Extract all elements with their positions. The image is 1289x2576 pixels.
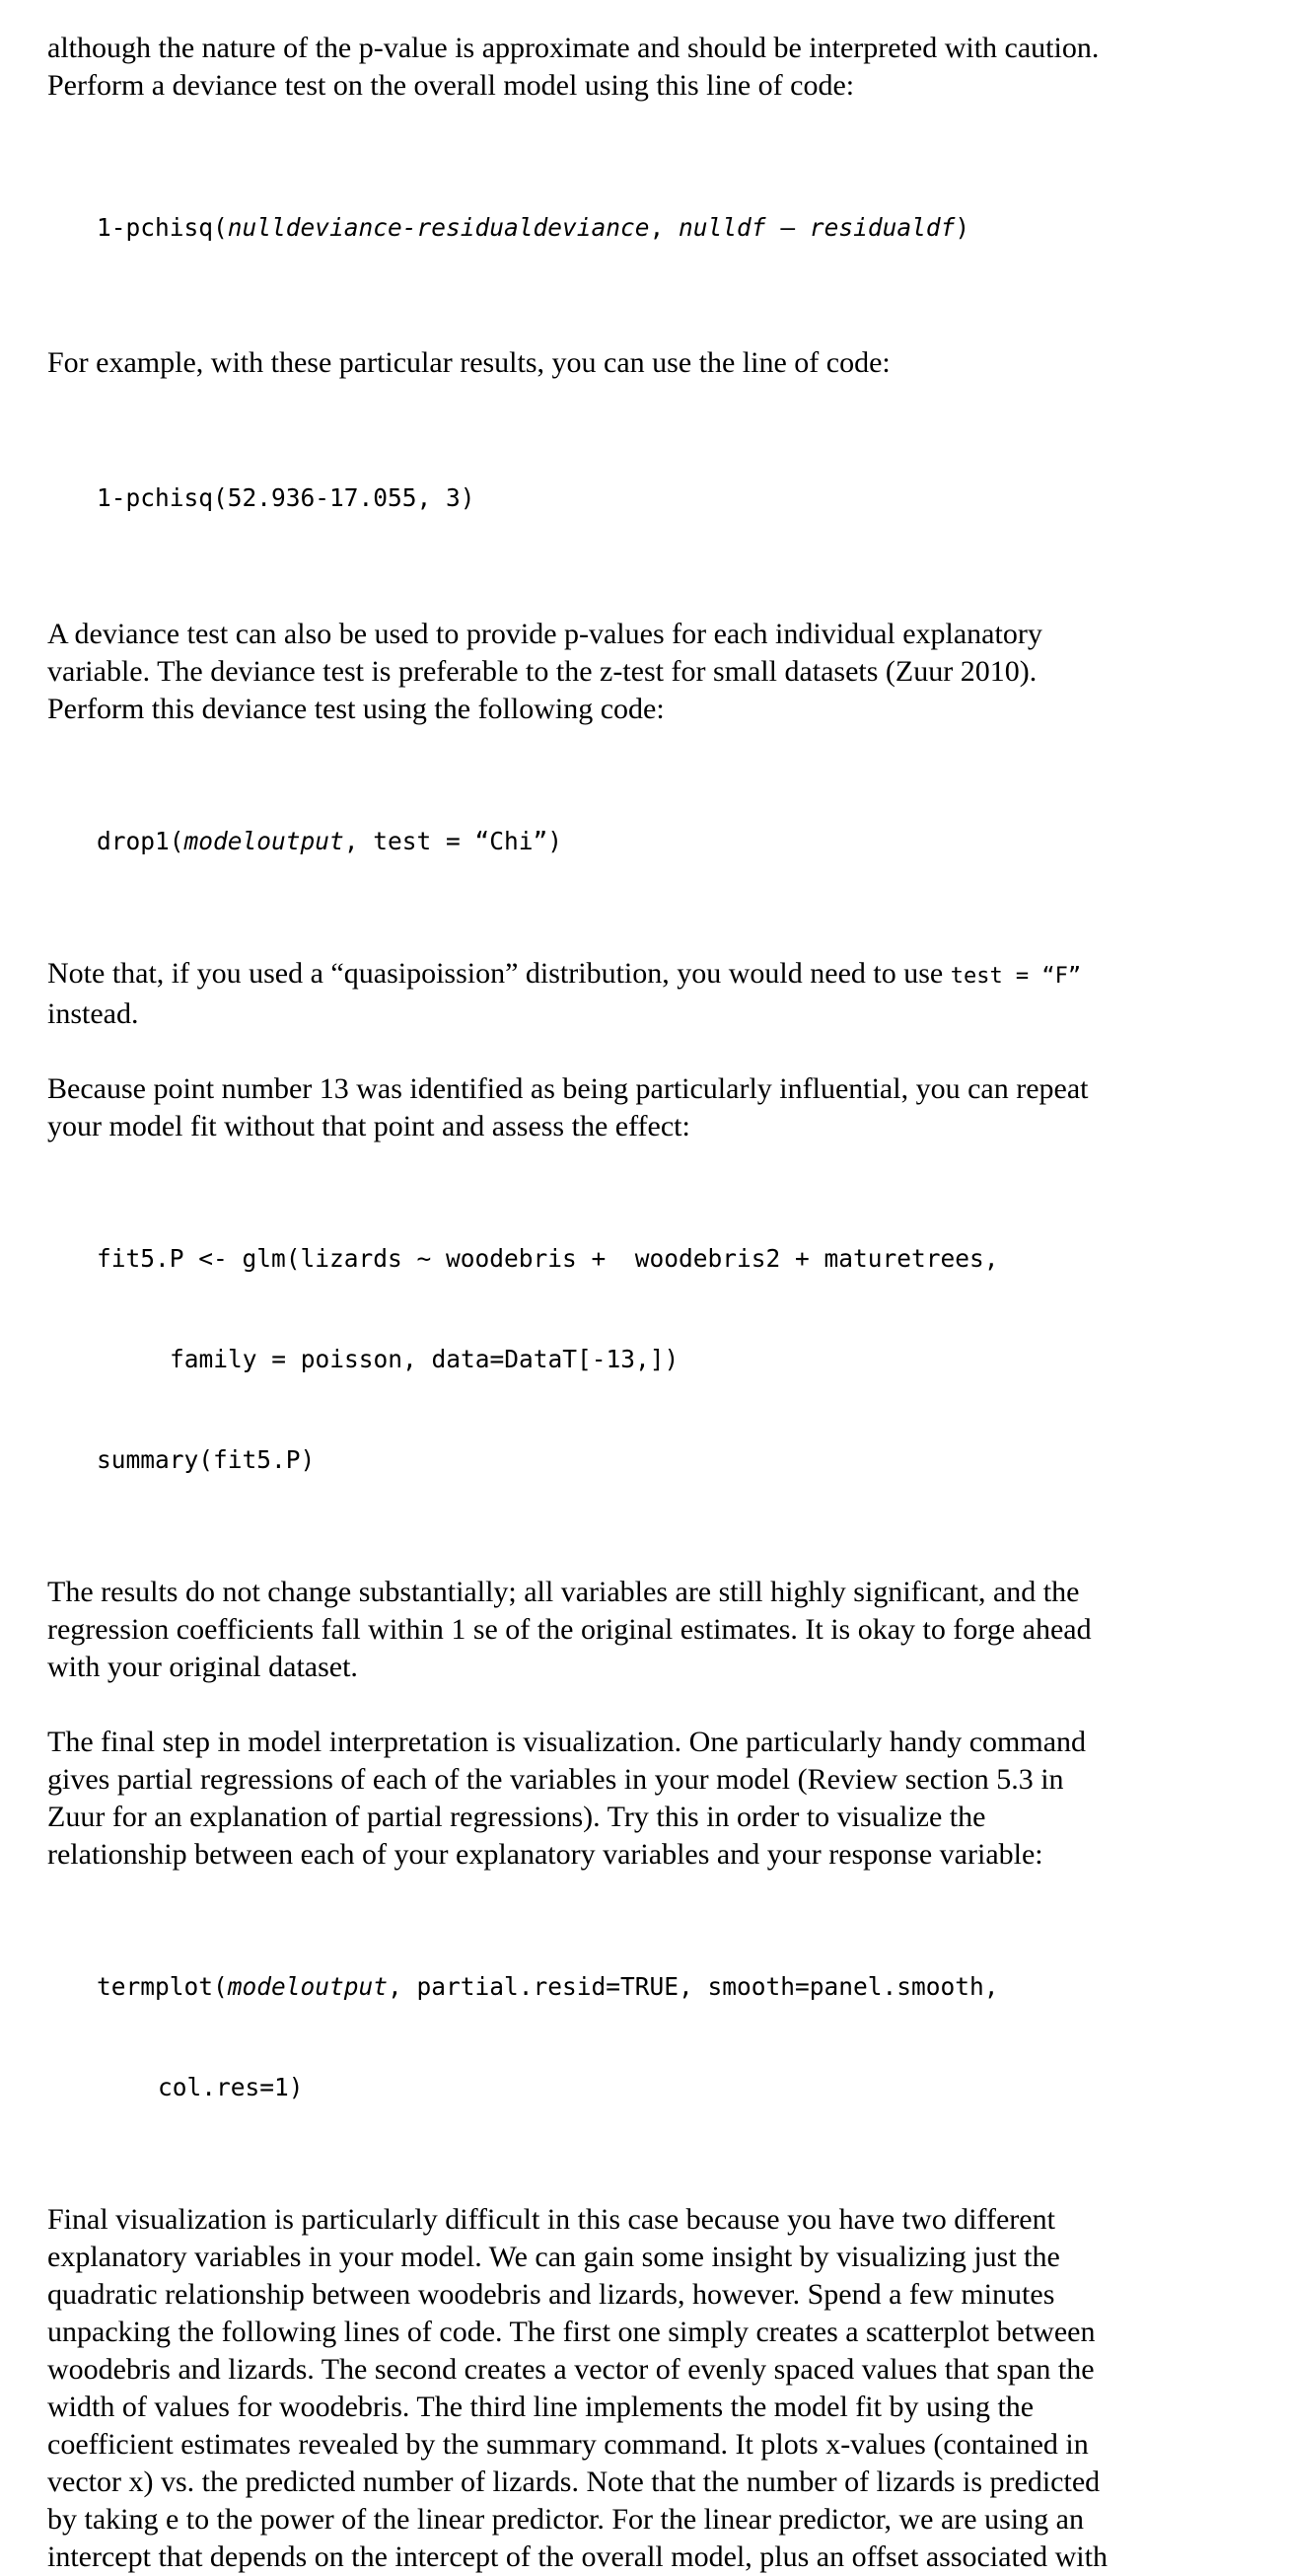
- code-line: [97, 211, 1250, 245]
- text-line: woodebris and lizards. The second creates a vector of evenly spaced values that span the: [47, 2353, 1095, 2386]
- code-token: –: [765, 213, 810, 242]
- paragraph-visualization: [47, 1724, 1250, 1874]
- code-line: [97, 1970, 1250, 2004]
- code-arg-modeloutput: modeloutput: [227, 1972, 389, 2001]
- code-token: ,: [649, 213, 680, 242]
- text-line: A deviance test can also be used to provide p-values for each individual explanatory: [47, 618, 1042, 650]
- text-line: although the nature of the p-value is approximate and should be interpreted with caution.: [47, 32, 1100, 64]
- code-arg-nulldeviance: nulldeviance-residualdeviance: [227, 213, 650, 242]
- code-token: 1-pchisq(: [97, 213, 228, 242]
- code-block-pchisq-example: [97, 414, 1250, 582]
- text-line: regression coefficients fall within 1 se of the original estimates. It is okay to forge ahead: [47, 1613, 1092, 1646]
- paragraph-deviance-test: [47, 616, 1250, 728]
- code-arg-residualdf: residualdf: [809, 213, 956, 242]
- paragraph-results: [47, 1574, 1250, 1686]
- code-line: col.res=1): [158, 2073, 304, 2101]
- text-line: coefficient estimates revealed by the summary command. It plots x-values (contained in: [47, 2428, 1089, 2461]
- code-line: summary(fit5.P): [97, 1445, 316, 1474]
- text-line: Final visualization is particularly difficult in this case because you have two different: [47, 2203, 1055, 2236]
- text-line: with your original dataset.: [47, 1651, 358, 1683]
- text-line: intercept that depends on the intercept of the overall model, plus an offset associated with: [47, 2540, 1108, 2573]
- text-line: For example, with these particular results, you can use the line of code:: [47, 346, 891, 379]
- code-block-pchisq-template: [97, 144, 1250, 312]
- text-line: relationship between each of your explanatory variables and your response variable:: [47, 1838, 1043, 1871]
- code-arg-nulldf: nulldf: [679, 213, 766, 242]
- text-line: width of values for woodebris. The third line implements the model fit by using the: [47, 2391, 1035, 2423]
- text-line: explanatory variables in your model. We can gain some insight by visualizing just the: [47, 2241, 1060, 2273]
- code-block-termplot: [97, 1903, 1250, 2171]
- code-block-drop1: [97, 758, 1250, 925]
- paragraph-example: [47, 344, 1250, 382]
- paragraph-quasipoisson-note: [47, 955, 1250, 1033]
- text-line: by taking e to the power of the linear predictor. For the linear predictor, we are using an: [47, 2503, 1084, 2536]
- inline-code: test = “F”: [950, 964, 1082, 989]
- code-token: termplot(: [97, 1972, 228, 2001]
- text-run: Note that, if you used a “quasipoission” distribution, you would need to use: [47, 957, 951, 990]
- text-line: Zuur for an explanation of partial regressions). Try this in order to visualize the: [47, 1801, 986, 1833]
- code-line: [97, 825, 1250, 858]
- text-line: your model fit without that point and assess the effect:: [47, 1110, 690, 1142]
- paragraph-final-visualization: [47, 2201, 1250, 2576]
- text-line: Perform a deviance test on the overall model using this line of code:: [47, 69, 855, 102]
- code-line: family = poisson, data=DataT[-13,]): [170, 1345, 680, 1373]
- text-line: unpacking the following lines of code. The first one simply creates a scatterplot between: [47, 2316, 1096, 2348]
- text-line: Because point number 13 was identified as being particularly influential, you can repeat: [47, 1072, 1089, 1105]
- code-token: ): [955, 213, 970, 242]
- text-line: [47, 955, 1250, 995]
- code-arg-modeloutput: modeloutput: [183, 827, 344, 855]
- text-line: quadratic relationship between woodebris and lizards, however. Spend a few minutes: [47, 2278, 1055, 2311]
- code-block-fit5: [97, 1175, 1250, 1544]
- text-line: instead.: [47, 997, 139, 1030]
- text-line: vector x) vs. the predicted number of lizards. Note that the number of lizards is predicted: [47, 2466, 1101, 2498]
- code-token: drop1(: [97, 827, 184, 855]
- paragraph-influential-point: [47, 1070, 1250, 1145]
- paragraph-pvalue-caution: [47, 30, 1250, 105]
- code-token: , partial.resid=TRUE, smooth=panel.smooth,: [388, 1972, 999, 2001]
- code-line: fit5.P <- glm(lizards ~ woodebris + woodebris2 + maturetrees,: [97, 1244, 999, 1273]
- text-line: The final step in model interpretation is visualization. One particularly handy command: [47, 1726, 1087, 1758]
- code-line: 1-pchisq(52.936-17.055, 3): [97, 483, 475, 512]
- text-line: Perform this deviance test using the following code:: [47, 693, 665, 725]
- code-token: , test = “Chi”): [343, 827, 563, 855]
- text-line: gives partial regressions of each of the variables in your model (Review section 5.3 in: [47, 1763, 1064, 1796]
- text-line: variable. The deviance test is preferable to the z-test for small datasets (Zuur 2010).: [47, 655, 1038, 688]
- text-line: The results do not change substantially; all variables are still highly significant, and the: [47, 1576, 1080, 1608]
